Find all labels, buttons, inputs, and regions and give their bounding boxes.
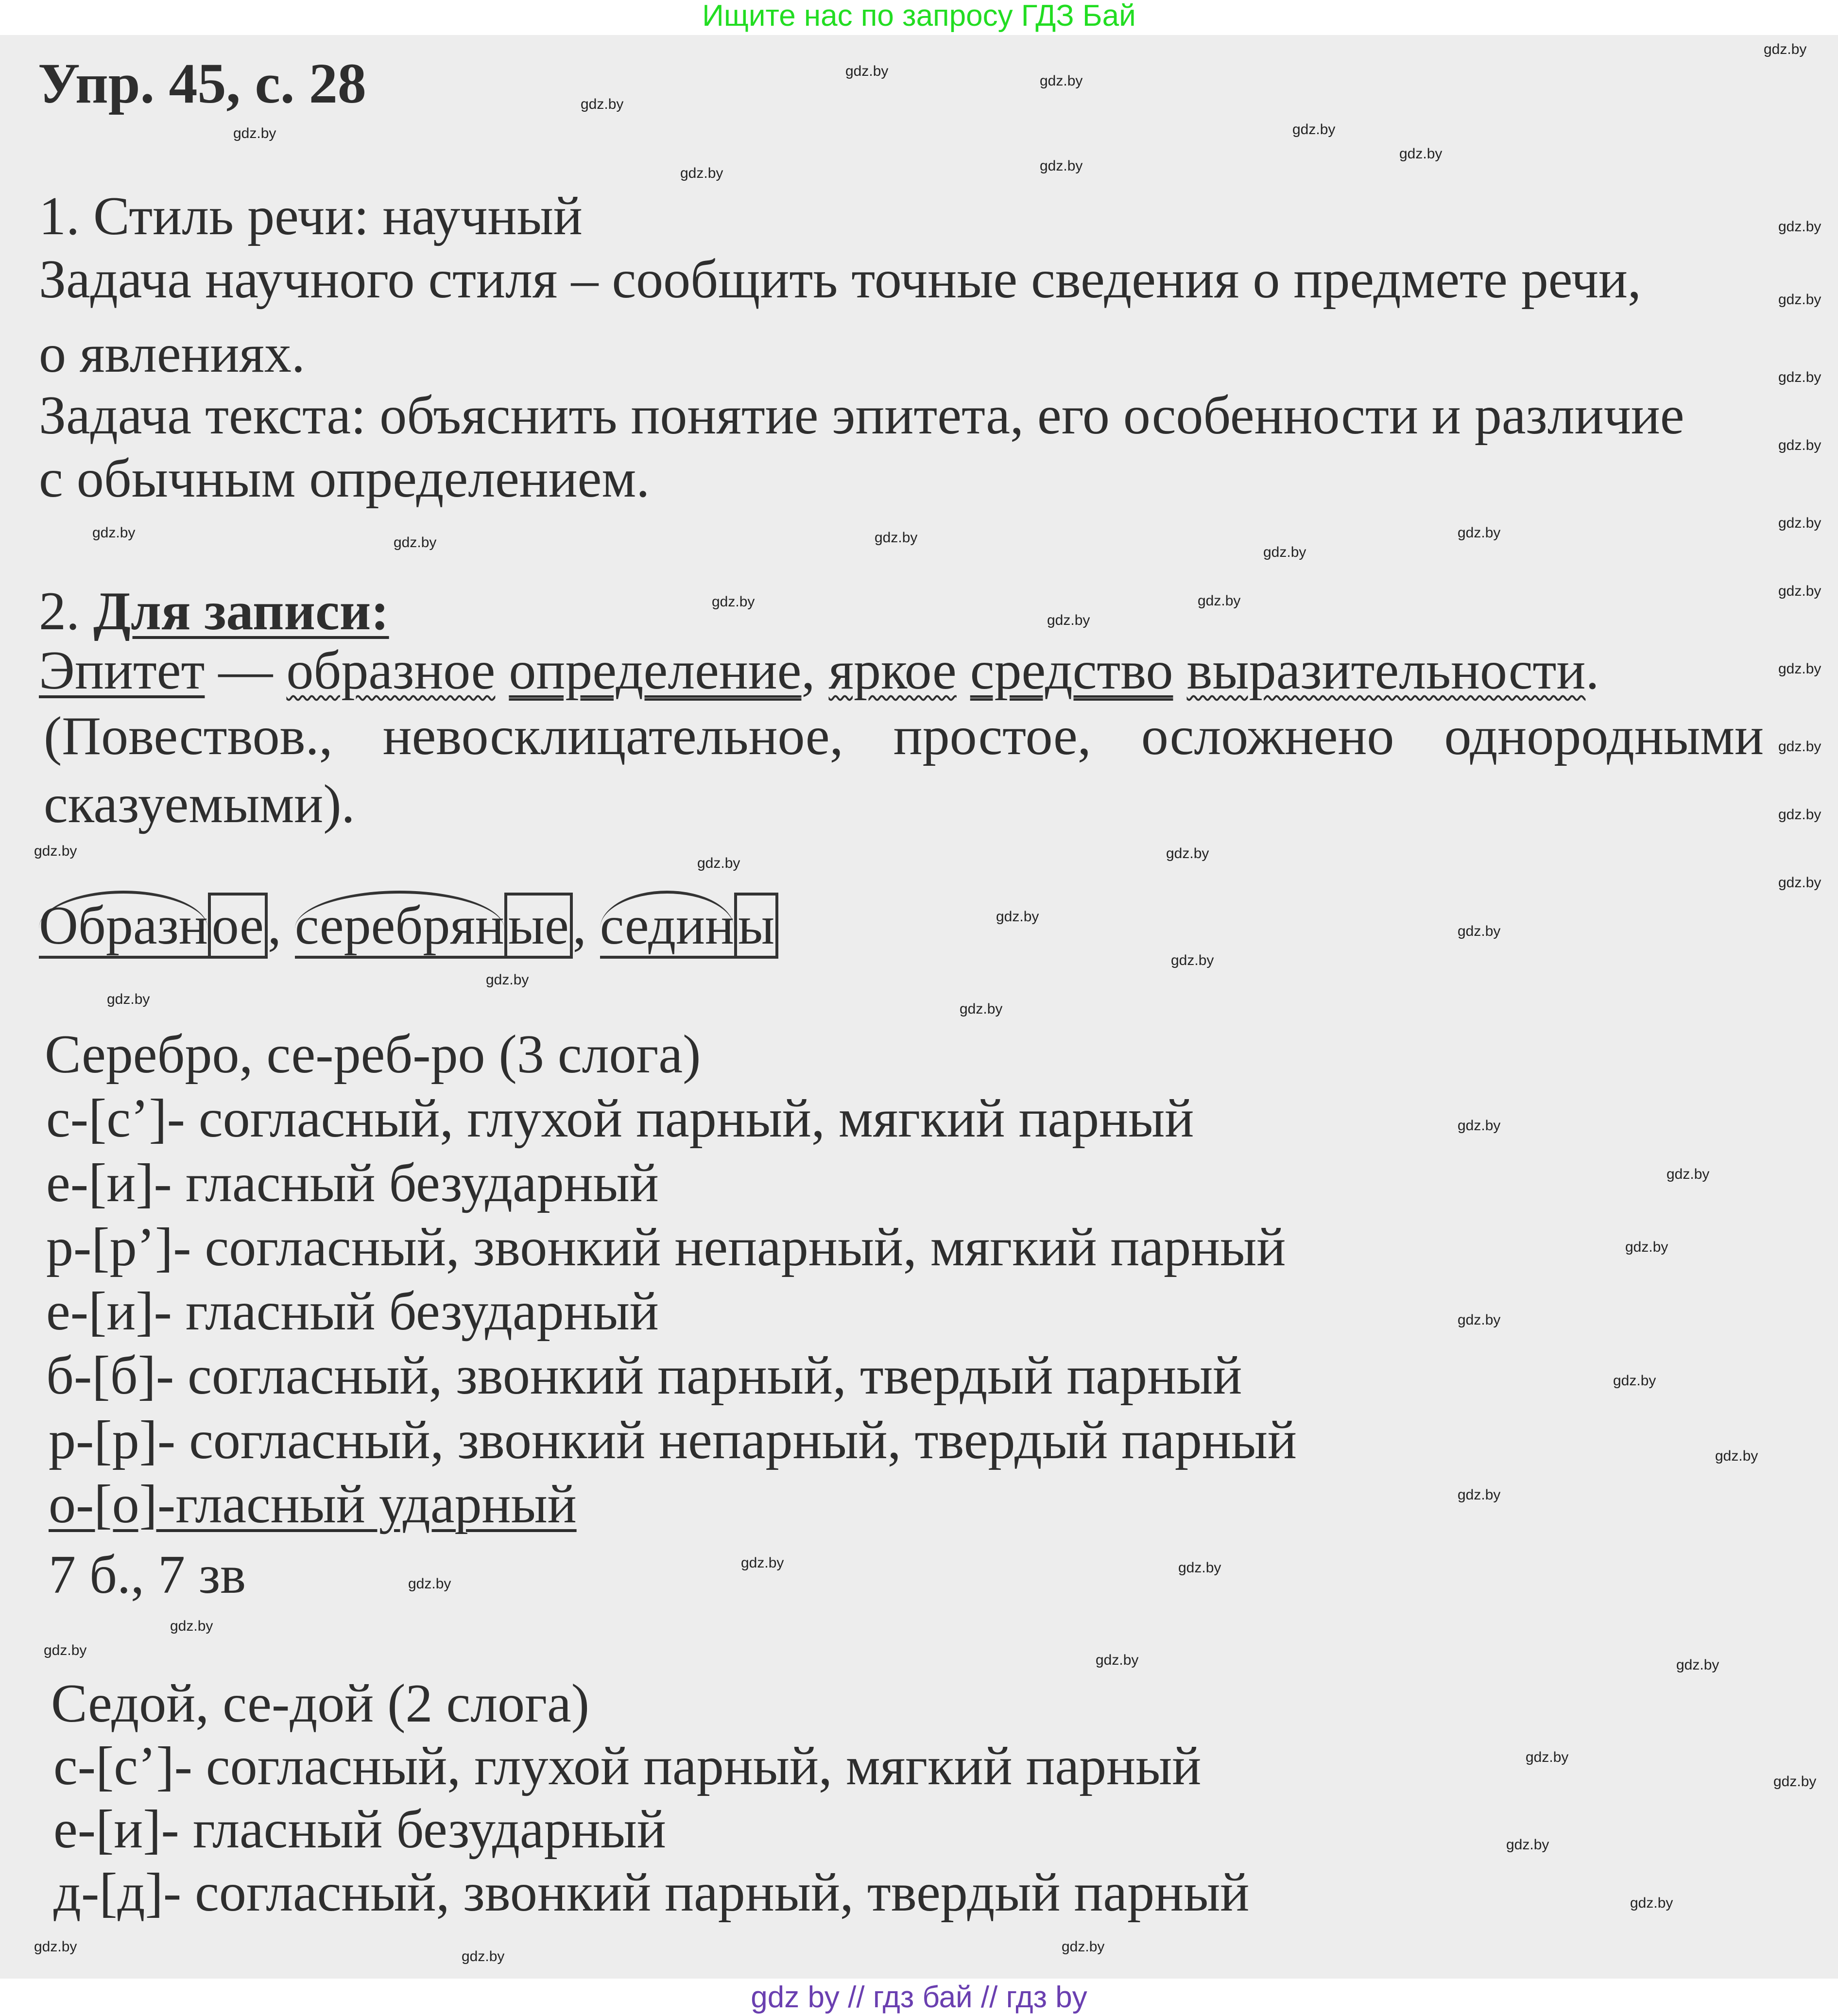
watermark-text: gdz.by — [1778, 739, 1821, 755]
watermark-text: gdz.by — [1458, 1312, 1501, 1328]
watermark-text: gdz.by — [1778, 219, 1821, 235]
watermark-text: gdz.by — [1166, 845, 1209, 862]
word-ending: ы — [734, 893, 778, 959]
phonetic-line: с-[с’]- согласный, глухой парный, мягкий парный — [53, 1736, 1202, 1796]
watermark-text: gdz.by — [1778, 875, 1821, 891]
watermark-text: gdz.by — [1263, 544, 1306, 560]
watermark-text: gdz.by — [1778, 437, 1821, 453]
watermark-text: gdz.by — [1613, 1373, 1656, 1389]
speech-style: 1. Стиль речи: научный — [39, 186, 583, 246]
attribute-word: яркое — [828, 640, 957, 701]
watermark-text: gdz.by — [1047, 612, 1090, 628]
watermark-text: gdz.by — [1630, 1895, 1673, 1911]
word-stem — [295, 896, 504, 959]
phonetic-line: е-[и]- гласный безударный — [46, 1281, 659, 1342]
watermark-text: gdz.by — [1062, 1939, 1105, 1955]
watermark-text: gdz.by — [1458, 923, 1501, 939]
watermark-text: gdz.by — [408, 1576, 451, 1592]
section-heading: Для записи: — [93, 581, 389, 641]
watermark-text: gdz.by — [1778, 369, 1821, 385]
dash: — — [205, 640, 287, 701]
watermark-text: gdz.by — [92, 525, 136, 541]
watermark-text: gdz.by — [1458, 1118, 1501, 1134]
sentence-analysis-line-2: сказуемыми). — [44, 774, 355, 834]
word-root: седин — [600, 891, 734, 956]
watermark-text: gdz.by — [1399, 146, 1443, 162]
style-task-line-1: Задача научного стиля – сообщить точные сведения о предмете речи, — [39, 249, 1641, 310]
watermark-text: gdz.by — [486, 972, 529, 988]
watermark-text: gdz.by — [697, 855, 740, 871]
footer-links[interactable]: gdz by // гдз бай // гдз by — [0, 1979, 1838, 2016]
watermark-text: gdz.by — [960, 1001, 1003, 1017]
watermark-text: gdz.by — [1778, 807, 1821, 823]
text-task-line-2: с обычным определением. — [39, 448, 650, 509]
phonetic-line: р-[р’]- согласный, звонкий непарный, мягкий парный — [46, 1217, 1286, 1277]
phonetic-heading-sedoy: Седой, се-дой (2 слога) — [51, 1673, 590, 1734]
text-task-line-1: Задача текста: объяснить понятие эпитета, его особенности и различие — [39, 385, 1684, 446]
watermark-text: gdz.by — [233, 125, 276, 141]
sentence-analysis-line-1: (Повествов., невосклицательное, простое, осложнено однородными — [44, 706, 1764, 766]
watermark-text: gdz.by — [1778, 292, 1821, 308]
watermark-text: gdz.by — [1040, 158, 1083, 174]
comma: , — [267, 896, 295, 956]
phonetic-line: р-[р]- согласный, звонкий непарный, твердый парный — [49, 1410, 1297, 1470]
morpheme-analysis — [39, 896, 778, 955]
watermark-text: gdz.by — [107, 991, 150, 1007]
watermark-text: gdz.by — [712, 594, 755, 610]
attribute-word: выразительности — [1186, 640, 1586, 701]
subject-word: Эпитет — [39, 640, 205, 701]
watermark-text: gdz.by — [34, 1939, 77, 1955]
period: . — [1585, 640, 1599, 701]
word-stem — [39, 896, 208, 959]
phonetic-line: е-[и]- гласный безударный — [46, 1153, 659, 1213]
watermark-text: gdz.by — [1764, 41, 1807, 57]
watermark-text: gdz.by — [1096, 1652, 1139, 1668]
watermark-text: gdz.by — [1526, 1749, 1569, 1765]
attribute-word: образное — [286, 640, 496, 701]
watermark-text: gdz.by — [1773, 1774, 1817, 1790]
watermark-text: gdz.by — [1715, 1448, 1758, 1464]
watermark-text: gdz.by — [462, 1948, 505, 1964]
watermark-text: gdz.by — [1178, 1560, 1221, 1576]
watermark-text: gdz.by — [1040, 73, 1083, 89]
style-task-line-2: о явлениях. — [39, 324, 305, 384]
word-ending: ое — [208, 893, 268, 959]
watermark-text: gdz.by — [845, 63, 889, 79]
word-root: серебрян — [295, 891, 504, 956]
watermark-text: gdz.by — [1171, 952, 1214, 968]
watermark-text: gdz.by — [1458, 1487, 1501, 1503]
watermark-text: gdz.by — [1676, 1657, 1719, 1673]
comma: , — [801, 640, 829, 701]
watermark-text: gdz.by — [741, 1555, 784, 1571]
watermark-text: gdz.by — [875, 530, 918, 546]
watermark-text: gdz.by — [680, 165, 723, 181]
predicate-word: определение — [509, 640, 802, 701]
watermark-text: gdz.by — [44, 1642, 87, 1658]
watermark-text: gdz.by — [1778, 661, 1821, 677]
phonetic-line: д-[д]- согласный, звонкий парный, твердый парный — [53, 1862, 1250, 1923]
phonetic-line: б-[б]- согласный, звонкий парный, твердый парный — [46, 1345, 1242, 1406]
watermark-text: gdz.by — [170, 1618, 213, 1634]
watermark-text: gdz.by — [1666, 1166, 1710, 1182]
watermark-text: gdz.by — [581, 96, 624, 112]
watermark-text: gdz.by — [34, 843, 77, 859]
comma: , — [572, 896, 600, 956]
watermark-text: gdz.by — [1778, 515, 1821, 531]
watermark-text: gdz.by — [1625, 1239, 1668, 1255]
word-ending: ые — [504, 893, 573, 959]
watermark-text: gdz.by — [1292, 121, 1336, 138]
watermark-text: gdz.by — [1198, 593, 1241, 609]
word-stem — [600, 896, 734, 959]
watermark-text: gdz.by — [1458, 525, 1501, 541]
phonetic-line: е-[и]- гласный безударный — [53, 1799, 666, 1860]
section-number: 2. — [39, 581, 93, 641]
parsed-sentence — [39, 641, 1599, 700]
exercise-title: Упр. 45, с. 28 — [38, 52, 366, 115]
watermark-text: gdz.by — [1506, 1837, 1549, 1853]
predicate-word: средство — [970, 640, 1173, 701]
promo-banner[interactable]: Ищите нас по запросу ГДЗ Бай — [0, 0, 1838, 35]
watermark-text: gdz.by — [996, 909, 1039, 925]
phonetic-line: с-[с’]- согласный, глухой парный, мягкий парный — [46, 1088, 1194, 1149]
watermark-text: gdz.by — [394, 534, 437, 551]
phonetic-total: 7 б., 7 зв — [49, 1545, 246, 1605]
phonetic-heading-serebro: Серебро, се-реб-ро (3 слога) — [45, 1024, 701, 1085]
section-2-heading — [39, 582, 389, 640]
word-root: Образн — [39, 891, 208, 956]
watermark-text: gdz.by — [1778, 583, 1821, 599]
phonetic-line-stressed: о-[о]-гласный ударный — [49, 1474, 577, 1534]
